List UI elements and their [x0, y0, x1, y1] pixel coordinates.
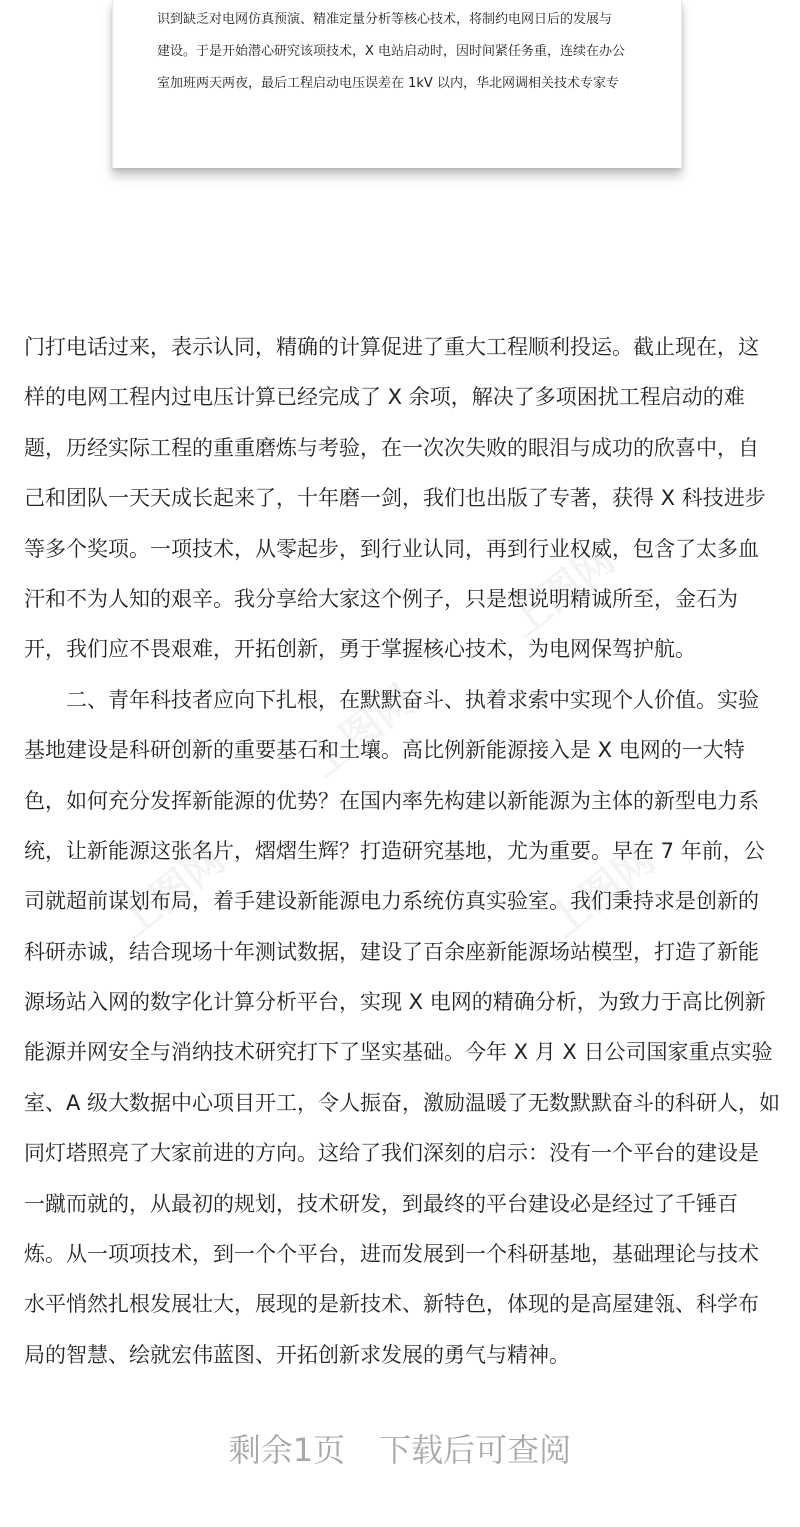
watermark-2: 上图网	[300, 676, 424, 787]
preview-text-block	[157, 4, 657, 100]
body-line: 汗和不为人知的艰辛。我分享给大家这个例子，只是想说明精诚所至，金石为	[24, 586, 738, 611]
body-line: 基地建设是科研创新的重要基石和土壤。高比例新能源接入是 X 电网的一大特	[24, 738, 745, 763]
remaining-pages-prompt[interactable]	[0, 1420, 800, 1480]
document-body	[24, 322, 784, 1380]
body-line: 局的智慧、绘就宏伟蓝图、开拓创新求发展的勇气与精神。	[24, 1342, 570, 1367]
watermark-1: 上图网	[110, 836, 234, 947]
body-line: 样的电网工程内过电压计算已经完成了 X 余项，解决了多项困扰工程启动的难	[24, 385, 745, 410]
preview-line: 室加班两天两夜，最后工程启动电压误差在 1kV 以内，华北网调相关技术专家专	[157, 76, 619, 91]
watermark-3: 上图网	[500, 536, 624, 647]
body-line: 科研赤诚，结合现场十年测试数据，建设了百余座新能源场站模型，打造了新能	[24, 939, 759, 964]
body-line: 一蹴而就的，从最初的规划，技术研发，到最终的平台建设必是经过了千锤百	[24, 1191, 738, 1216]
body-line: 水平悄然扎根发展壮大，展现的是新技术、新特色，体现的是高屋建瓴、科学布	[24, 1292, 759, 1317]
body-line: 统，让新能源这张名片，熠熠生辉？打造研究基地，尤为重要。早在 7 年前，公	[24, 838, 765, 863]
download-to-view-label: 下载后可查阅	[379, 1431, 572, 1469]
body-line: 门打电话过来，表示认同，精确的计算促进了重大工程顺利投运。截止现在，这	[24, 335, 759, 359]
remaining-pages-label: 剩余1页	[228, 1431, 346, 1469]
body-line: 题，历经实际工程的重重磨炼与考验，在一次次失败的眼泪与成功的欣喜中，自	[24, 435, 759, 460]
body-line: 等多个奖项。一项技术，从零起步，到行业认同，再到行业权威，包含了太多血	[24, 536, 759, 561]
body-line: 能源并网安全与消纳技术研究打下了坚实基础。今年 X 月 X 日公司国家重点实验	[24, 1040, 773, 1065]
body-line: 司就超前谋划布局，着手建设新能源电力系统仿真实验室。我们秉持求是创新的	[24, 889, 759, 914]
preview-page-card	[112, 0, 682, 168]
body-line: 同灯塔照亮了大家前进的方向。这给了我们深刻的启示：没有一个平台的建设是	[24, 1141, 759, 1166]
body-line: 己和团队一天天成长起来了，十年磨一剑，我们也出版了专著，获得 X 科技进步	[24, 486, 766, 511]
watermark-4: 上图网	[540, 836, 664, 947]
preview-line: 建设。于是开始潜心研究该项技术，X 电站启动时，因时间紧任务重，连续在办公	[157, 44, 626, 59]
body-line: 开，我们应不畏艰难，开拓创新，勇于掌握核心技术，为电网保驾护航。	[24, 637, 696, 662]
body-line: 色，如何充分发挥新能源的优势？在国内率先构建以新能源为主体的新型电力系	[24, 788, 759, 813]
body-line: 源场站入网的数字化计算分析平台，实现 X 电网的精确分析，为致力于高比例新	[24, 990, 766, 1015]
body-line: 炼。从一项项技术，到一个个平台，进而发展到一个科研基地，基础理论与技术	[24, 1242, 759, 1267]
body-line: 二、青年科技者应向下扎根，在默默奋斗、执着求索中实现个人价值。实验	[24, 687, 759, 712]
body-line: 室、A 级大数据中心项目开工，令人振奋，激励温暖了无数默默奋斗的科研人，如	[24, 1090, 781, 1115]
preview-line: 识到缺乏对电网仿真预演、精准定量分析等核心技术，将制约电网日后的发展与	[157, 12, 613, 27]
